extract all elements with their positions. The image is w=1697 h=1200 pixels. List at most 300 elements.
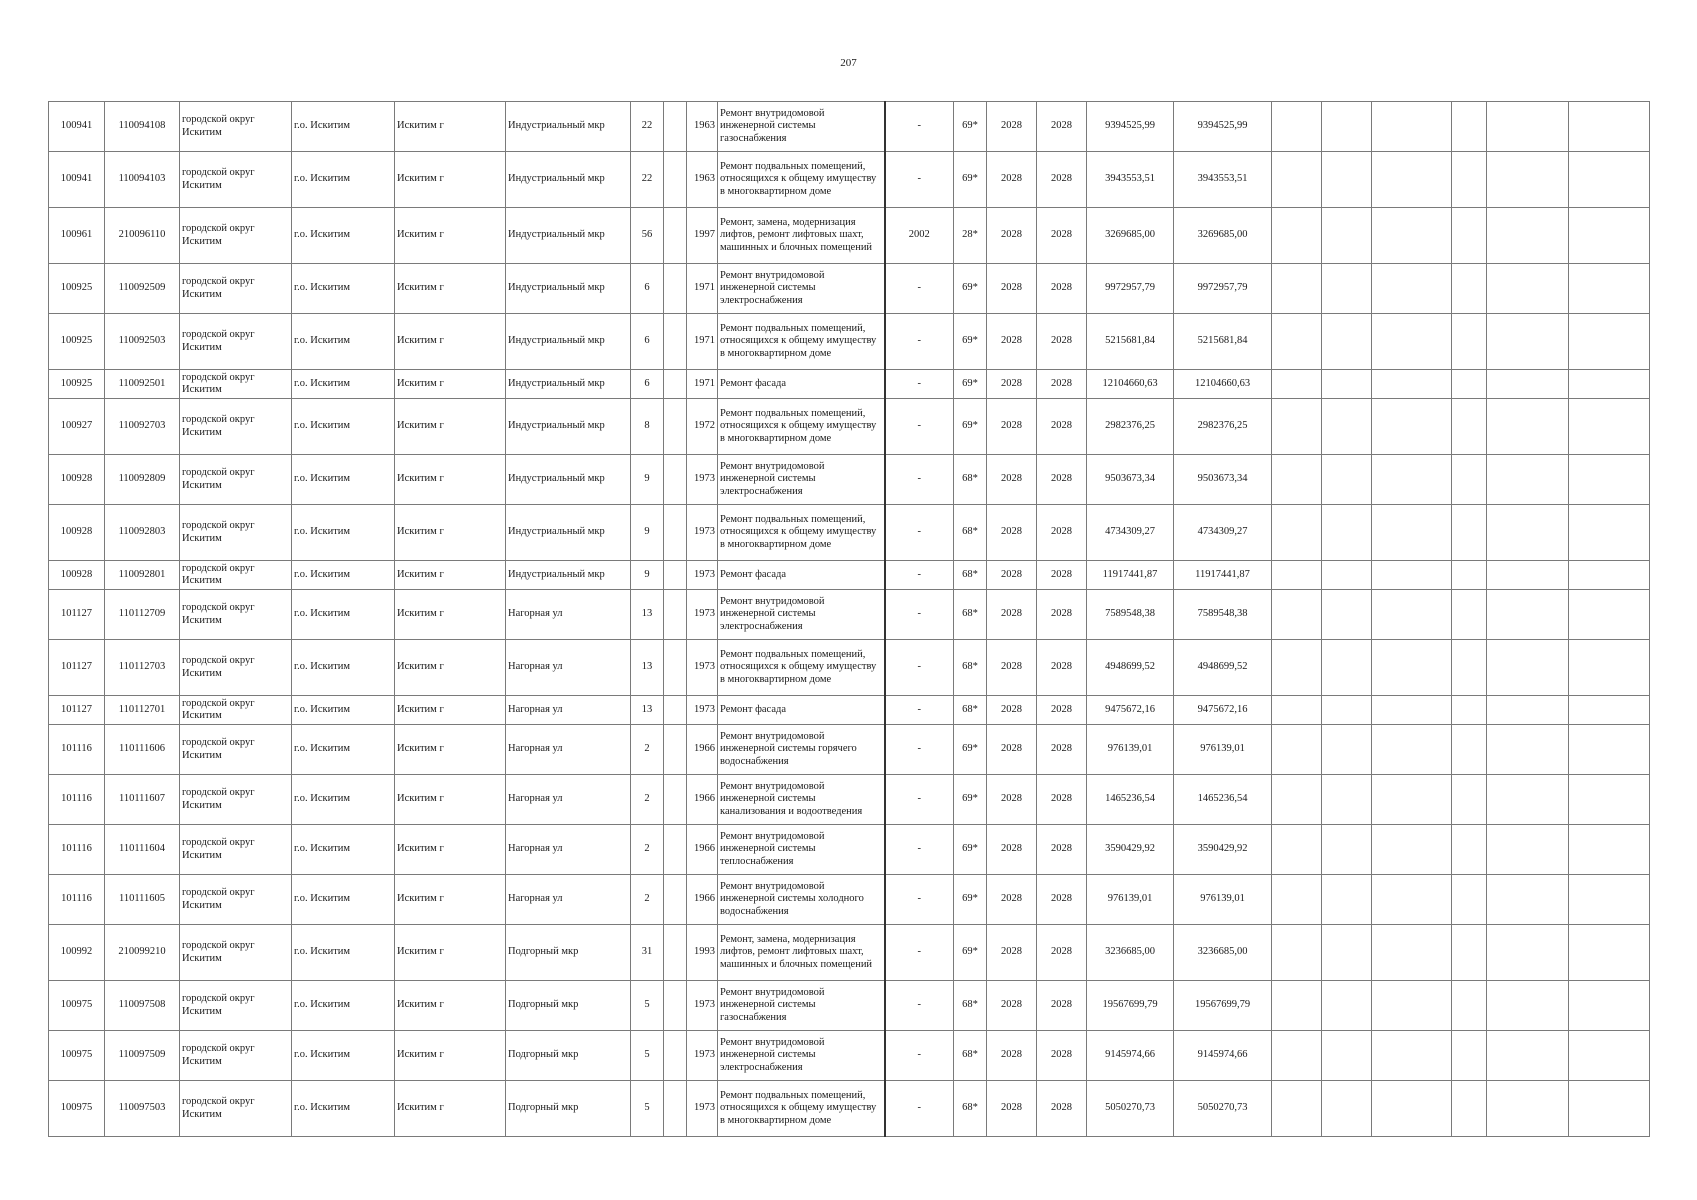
cell-object-id: 100925 — [49, 264, 105, 314]
cell-empty — [1452, 152, 1487, 208]
cell-plan-year: 2028 — [987, 208, 1037, 264]
cell-empty — [1452, 102, 1487, 152]
cell-district: городской округ Искитим — [180, 775, 292, 825]
cell-empty — [1487, 590, 1569, 640]
cell-city: Искитим г — [395, 825, 506, 875]
cell-city: Искитим г — [395, 264, 506, 314]
cell-total: 3590429,92 — [1174, 825, 1272, 875]
cell-year-built: 1971 — [687, 314, 718, 370]
cell-empty — [1452, 1081, 1487, 1137]
cell-wear: 69* — [954, 775, 987, 825]
cell-district: городской округ Искитим — [180, 561, 292, 590]
cell-city: Искитим г — [395, 640, 506, 696]
cell-year-built: 1973 — [687, 696, 718, 725]
cell-street: Подгорный мкр — [506, 925, 631, 981]
cell-cost: 3236685,00 — [1087, 925, 1174, 981]
cell-street: Нагорная ул — [506, 875, 631, 925]
cell-prev-repair: - — [885, 775, 954, 825]
cell-empty — [1322, 590, 1372, 640]
cell-building — [664, 640, 687, 696]
cell-object-id: 101116 — [49, 825, 105, 875]
cell-empty — [1569, 370, 1650, 399]
cell-object-id: 100928 — [49, 561, 105, 590]
cell-total: 7589548,38 — [1174, 590, 1272, 640]
cell-empty — [1569, 505, 1650, 561]
cell-cost: 976139,01 — [1087, 725, 1174, 775]
cell-district: городской округ Искитим — [180, 264, 292, 314]
cell-empty — [1272, 314, 1322, 370]
cell-cost: 9394525,99 — [1087, 102, 1174, 152]
cell-street: Индустриальный мкр — [506, 455, 631, 505]
cell-empty — [1322, 370, 1372, 399]
cell-street: Подгорный мкр — [506, 1031, 631, 1081]
cell-house: 6 — [631, 264, 664, 314]
cell-work-year: 2028 — [1037, 264, 1087, 314]
cell-district: городской округ Искитим — [180, 455, 292, 505]
cell-empty — [1322, 875, 1372, 925]
cell-building — [664, 696, 687, 725]
cell-cost: 3590429,92 — [1087, 825, 1174, 875]
cell-object-id: 100975 — [49, 981, 105, 1031]
cell-work-type: Ремонт подвальных помещений, относящихся к общему имуществу в многоквартирном доме — [718, 1081, 885, 1137]
cell-wear: 69* — [954, 725, 987, 775]
cell-work-type: Ремонт внутридомовой инженерной системы электроснабжения — [718, 590, 885, 640]
cell-empty — [1272, 370, 1322, 399]
cell-empty — [1569, 590, 1650, 640]
cell-district: городской округ Искитим — [180, 208, 292, 264]
cell-empty — [1372, 696, 1452, 725]
cell-object-id: 100961 — [49, 208, 105, 264]
cell-municipality: г.о. Искитим — [292, 264, 395, 314]
cell-work-type: Ремонт подвальных помещений, относящихся к общему имуществу в многоквартирном доме — [718, 640, 885, 696]
cell-year-built: 1973 — [687, 1081, 718, 1137]
cell-wear: 28* — [954, 208, 987, 264]
cell-district: городской округ Искитим — [180, 102, 292, 152]
cell-work-type: Ремонт внутридомовой инженерной системы газоснабжения — [718, 981, 885, 1031]
cell-district: городской округ Искитим — [180, 696, 292, 725]
cell-city: Искитим г — [395, 370, 506, 399]
cell-empty — [1569, 925, 1650, 981]
cell-municipality: г.о. Искитим — [292, 696, 395, 725]
cell-cost: 11917441,87 — [1087, 561, 1174, 590]
cell-work-type: Ремонт внутридомовой инженерной системы электроснабжения — [718, 1031, 885, 1081]
cell-work-year: 2028 — [1037, 561, 1087, 590]
cell-house: 13 — [631, 590, 664, 640]
cell-street: Индустриальный мкр — [506, 505, 631, 561]
cell-city: Искитим г — [395, 725, 506, 775]
table-body — [49, 102, 1650, 1137]
cell-empty — [1452, 370, 1487, 399]
cell-wear: 68* — [954, 981, 987, 1031]
cell-municipality: г.о. Искитим — [292, 981, 395, 1031]
cell-empty — [1569, 208, 1650, 264]
cell-object-id: 100941 — [49, 152, 105, 208]
cell-street: Нагорная ул — [506, 640, 631, 696]
cell-plan-year: 2028 — [987, 590, 1037, 640]
cell-empty — [1487, 264, 1569, 314]
cell-work-year: 2028 — [1037, 590, 1087, 640]
cell-city: Искитим г — [395, 505, 506, 561]
cell-empty — [1452, 314, 1487, 370]
cell-district: городской округ Искитим — [180, 505, 292, 561]
cell-work-year: 2028 — [1037, 981, 1087, 1031]
cell-empty — [1272, 399, 1322, 455]
cell-total: 5215681,84 — [1174, 314, 1272, 370]
cell-empty — [1452, 505, 1487, 561]
cell-empty — [1452, 981, 1487, 1031]
cell-empty — [1487, 640, 1569, 696]
cell-street: Нагорная ул — [506, 725, 631, 775]
cell-work-code: 210096110 — [105, 208, 180, 264]
cell-municipality: г.о. Искитим — [292, 455, 395, 505]
cell-empty — [1322, 505, 1372, 561]
cell-prev-repair: - — [885, 561, 954, 590]
cell-empty — [1322, 561, 1372, 590]
cell-empty — [1372, 825, 1452, 875]
cell-building — [664, 208, 687, 264]
cell-object-id: 100992 — [49, 925, 105, 981]
cell-empty — [1272, 102, 1322, 152]
cell-municipality: г.о. Искитим — [292, 152, 395, 208]
cell-empty — [1372, 561, 1452, 590]
cell-empty — [1322, 775, 1372, 825]
cell-cost: 12104660,63 — [1087, 370, 1174, 399]
cell-district: городской округ Искитим — [180, 1031, 292, 1081]
cell-building — [664, 825, 687, 875]
cell-total: 976139,01 — [1174, 875, 1272, 925]
cell-prev-repair: - — [885, 925, 954, 981]
cell-cost: 3943553,51 — [1087, 152, 1174, 208]
cell-empty — [1322, 208, 1372, 264]
cell-empty — [1372, 102, 1452, 152]
cell-total: 9972957,79 — [1174, 264, 1272, 314]
cell-wear: 68* — [954, 505, 987, 561]
cell-city: Искитим г — [395, 399, 506, 455]
cell-work-year: 2028 — [1037, 640, 1087, 696]
cell-work-year: 2028 — [1037, 208, 1087, 264]
cell-prev-repair: - — [885, 505, 954, 561]
cell-empty — [1272, 152, 1322, 208]
cell-prev-repair: - — [885, 640, 954, 696]
cell-year-built: 1973 — [687, 981, 718, 1031]
cell-building — [664, 152, 687, 208]
cell-year-built: 1972 — [687, 399, 718, 455]
cell-work-year: 2028 — [1037, 1031, 1087, 1081]
cell-city: Искитим г — [395, 102, 506, 152]
cell-object-id: 100925 — [49, 370, 105, 399]
cell-building — [664, 264, 687, 314]
cell-empty — [1452, 455, 1487, 505]
cell-empty — [1272, 505, 1322, 561]
cell-empty — [1272, 875, 1322, 925]
cell-cost: 2982376,25 — [1087, 399, 1174, 455]
cell-work-type: Ремонт внутридомовой инженерной системы канализования и водоотведения — [718, 775, 885, 825]
cell-empty — [1322, 314, 1372, 370]
cell-house: 2 — [631, 875, 664, 925]
cell-empty — [1487, 561, 1569, 590]
cell-wear: 69* — [954, 102, 987, 152]
cell-city: Искитим г — [395, 875, 506, 925]
cell-plan-year: 2028 — [987, 399, 1037, 455]
cell-city: Искитим г — [395, 152, 506, 208]
cell-district: городской округ Искитим — [180, 875, 292, 925]
cell-work-year: 2028 — [1037, 1081, 1087, 1137]
cell-street: Нагорная ул — [506, 590, 631, 640]
cell-cost: 9145974,66 — [1087, 1031, 1174, 1081]
table-row — [49, 152, 1650, 208]
cell-empty — [1487, 505, 1569, 561]
cell-total: 11917441,87 — [1174, 561, 1272, 590]
cell-year-built: 1971 — [687, 264, 718, 314]
cell-work-code: 110097508 — [105, 981, 180, 1031]
cell-object-id: 101127 — [49, 590, 105, 640]
cell-street: Индустриальный мкр — [506, 152, 631, 208]
cell-empty — [1487, 725, 1569, 775]
cell-object-id: 100925 — [49, 314, 105, 370]
cell-empty — [1452, 696, 1487, 725]
cell-work-code: 110112701 — [105, 696, 180, 725]
cell-district: городской округ Искитим — [180, 640, 292, 696]
cell-wear: 68* — [954, 640, 987, 696]
cell-municipality: г.о. Искитим — [292, 775, 395, 825]
cell-wear: 69* — [954, 399, 987, 455]
cell-total: 2982376,25 — [1174, 399, 1272, 455]
cell-object-id: 101127 — [49, 696, 105, 725]
cell-municipality: г.о. Искитим — [292, 925, 395, 981]
cell-work-type: Ремонт внутридомовой инженерной системы теплоснабжения — [718, 825, 885, 875]
cell-work-type: Ремонт фасада — [718, 561, 885, 590]
cell-plan-year: 2028 — [987, 152, 1037, 208]
cell-total: 4734309,27 — [1174, 505, 1272, 561]
cell-municipality: г.о. Искитим — [292, 725, 395, 775]
cell-street: Индустриальный мкр — [506, 314, 631, 370]
cell-empty — [1569, 399, 1650, 455]
cell-work-code: 110094103 — [105, 152, 180, 208]
cell-empty — [1372, 725, 1452, 775]
cell-plan-year: 2028 — [987, 640, 1037, 696]
cell-empty — [1372, 505, 1452, 561]
cell-work-code: 110092801 — [105, 561, 180, 590]
cell-house: 22 — [631, 152, 664, 208]
cell-empty — [1372, 152, 1452, 208]
cell-municipality: г.о. Искитим — [292, 399, 395, 455]
cell-empty — [1452, 775, 1487, 825]
cell-prev-repair: - — [885, 102, 954, 152]
cell-year-built: 1973 — [687, 1031, 718, 1081]
cell-wear: 69* — [954, 314, 987, 370]
cell-work-type: Ремонт внутридомовой инженерной системы газоснабжения — [718, 102, 885, 152]
cell-wear: 69* — [954, 264, 987, 314]
cell-street: Нагорная ул — [506, 696, 631, 725]
cell-empty — [1487, 102, 1569, 152]
cell-work-year: 2028 — [1037, 875, 1087, 925]
cell-object-id: 100975 — [49, 1031, 105, 1081]
cell-object-id: 100928 — [49, 505, 105, 561]
capital-repair-table — [48, 101, 1650, 1137]
cell-street: Индустриальный мкр — [506, 264, 631, 314]
cell-municipality: г.о. Искитим — [292, 1031, 395, 1081]
cell-building — [664, 561, 687, 590]
cell-empty — [1272, 264, 1322, 314]
cell-wear: 69* — [954, 152, 987, 208]
cell-district: городской округ Искитим — [180, 1081, 292, 1137]
cell-building — [664, 981, 687, 1031]
cell-house: 9 — [631, 455, 664, 505]
cell-total: 9145974,66 — [1174, 1031, 1272, 1081]
cell-wear: 68* — [954, 455, 987, 505]
cell-empty — [1272, 696, 1322, 725]
cell-total: 19567699,79 — [1174, 981, 1272, 1031]
cell-empty — [1372, 399, 1452, 455]
cell-house: 13 — [631, 640, 664, 696]
cell-house: 2 — [631, 825, 664, 875]
cell-prev-repair: - — [885, 314, 954, 370]
cell-empty — [1272, 725, 1322, 775]
cell-total: 3943553,51 — [1174, 152, 1272, 208]
cell-empty — [1272, 455, 1322, 505]
cell-empty — [1569, 725, 1650, 775]
cell-work-type: Ремонт внутридомовой инженерной системы холодного водоснабжения — [718, 875, 885, 925]
cell-work-year: 2028 — [1037, 152, 1087, 208]
cell-building — [664, 455, 687, 505]
cell-empty — [1487, 152, 1569, 208]
cell-plan-year: 2028 — [987, 314, 1037, 370]
cell-object-id: 101116 — [49, 875, 105, 925]
cell-work-year: 2028 — [1037, 370, 1087, 399]
cell-house: 8 — [631, 399, 664, 455]
cell-district: городской округ Искитим — [180, 981, 292, 1031]
cell-empty — [1487, 208, 1569, 264]
cell-wear: 68* — [954, 1031, 987, 1081]
cell-work-type: Ремонт внутридомовой инженерной системы электроснабжения — [718, 455, 885, 505]
cell-work-code: 210099210 — [105, 925, 180, 981]
cell-empty — [1372, 455, 1452, 505]
cell-district: городской округ Искитим — [180, 925, 292, 981]
cell-city: Искитим г — [395, 561, 506, 590]
cell-total: 4948699,52 — [1174, 640, 1272, 696]
cell-work-type: Ремонт фасада — [718, 370, 885, 399]
cell-year-built: 1971 — [687, 370, 718, 399]
cell-total: 9394525,99 — [1174, 102, 1272, 152]
cell-work-type: Ремонт подвальных помещений, относящихся к общему имуществу в многоквартирном доме — [718, 399, 885, 455]
cell-house: 5 — [631, 981, 664, 1031]
cell-work-year: 2028 — [1037, 825, 1087, 875]
cell-year-built: 1973 — [687, 590, 718, 640]
cell-empty — [1322, 825, 1372, 875]
cell-year-built: 1973 — [687, 505, 718, 561]
cell-prev-repair: - — [885, 1081, 954, 1137]
cell-building — [664, 775, 687, 825]
cell-plan-year: 2028 — [987, 561, 1037, 590]
cell-building — [664, 875, 687, 925]
cell-work-type: Ремонт фасада — [718, 696, 885, 725]
table-row — [49, 505, 1650, 561]
table-row — [49, 314, 1650, 370]
cell-plan-year: 2028 — [987, 696, 1037, 725]
cell-object-id: 101127 — [49, 640, 105, 696]
cell-object-id: 101116 — [49, 725, 105, 775]
cell-empty — [1569, 875, 1650, 925]
cell-empty — [1372, 314, 1452, 370]
cell-empty — [1487, 399, 1569, 455]
cell-empty — [1322, 981, 1372, 1031]
cell-total: 9475672,16 — [1174, 696, 1272, 725]
cell-wear: 69* — [954, 875, 987, 925]
cell-building — [664, 505, 687, 561]
cell-cost: 4948699,52 — [1087, 640, 1174, 696]
cell-municipality: г.о. Искитим — [292, 640, 395, 696]
cell-object-id: 100928 — [49, 455, 105, 505]
table-row — [49, 561, 1650, 590]
cell-empty — [1487, 455, 1569, 505]
cell-empty — [1569, 455, 1650, 505]
cell-empty — [1272, 981, 1322, 1031]
cell-work-year: 2028 — [1037, 505, 1087, 561]
cell-cost: 4734309,27 — [1087, 505, 1174, 561]
table-row — [49, 825, 1650, 875]
cell-wear: 69* — [954, 925, 987, 981]
cell-street: Индустриальный мкр — [506, 102, 631, 152]
cell-house: 9 — [631, 505, 664, 561]
cell-cost: 9972957,79 — [1087, 264, 1174, 314]
cell-empty — [1372, 775, 1452, 825]
cell-city: Искитим г — [395, 455, 506, 505]
cell-empty — [1452, 925, 1487, 981]
cell-work-year: 2028 — [1037, 314, 1087, 370]
cell-building — [664, 1081, 687, 1137]
cell-municipality: г.о. Искитим — [292, 590, 395, 640]
cell-plan-year: 2028 — [987, 1031, 1037, 1081]
table-row — [49, 775, 1650, 825]
cell-wear: 68* — [954, 561, 987, 590]
cell-empty — [1322, 264, 1372, 314]
cell-municipality: г.о. Искитим — [292, 102, 395, 152]
table-row — [49, 925, 1650, 981]
cell-house: 31 — [631, 925, 664, 981]
cell-building — [664, 370, 687, 399]
cell-empty — [1372, 208, 1452, 264]
table-row — [49, 1081, 1650, 1137]
cell-empty — [1569, 314, 1650, 370]
cell-work-code: 110092501 — [105, 370, 180, 399]
cell-work-type: Ремонт, замена, модернизация лифтов, ремонт лифтовых шахт, машинных и блочных помещений — [718, 925, 885, 981]
table-row — [49, 455, 1650, 505]
cell-total: 1465236,54 — [1174, 775, 1272, 825]
cell-empty — [1322, 1081, 1372, 1137]
cell-empty — [1452, 1031, 1487, 1081]
cell-work-year: 2028 — [1037, 725, 1087, 775]
cell-municipality: г.о. Искитим — [292, 208, 395, 264]
cell-empty — [1487, 875, 1569, 925]
cell-empty — [1452, 399, 1487, 455]
cell-street: Индустриальный мкр — [506, 370, 631, 399]
cell-work-year: 2028 — [1037, 775, 1087, 825]
cell-plan-year: 2028 — [987, 264, 1037, 314]
cell-street: Нагорная ул — [506, 825, 631, 875]
cell-municipality: г.о. Искитим — [292, 370, 395, 399]
cell-house: 56 — [631, 208, 664, 264]
cell-object-id: 100975 — [49, 1081, 105, 1137]
cell-work-type: Ремонт, замена, модернизация лифтов, ремонт лифтовых шахт, машинных и блочных помещений — [718, 208, 885, 264]
cell-empty — [1452, 208, 1487, 264]
cell-prev-repair: - — [885, 825, 954, 875]
cell-building — [664, 314, 687, 370]
cell-year-built: 1966 — [687, 875, 718, 925]
cell-empty — [1272, 825, 1322, 875]
cell-empty — [1372, 1081, 1452, 1137]
cell-empty — [1487, 981, 1569, 1031]
cell-cost: 976139,01 — [1087, 875, 1174, 925]
